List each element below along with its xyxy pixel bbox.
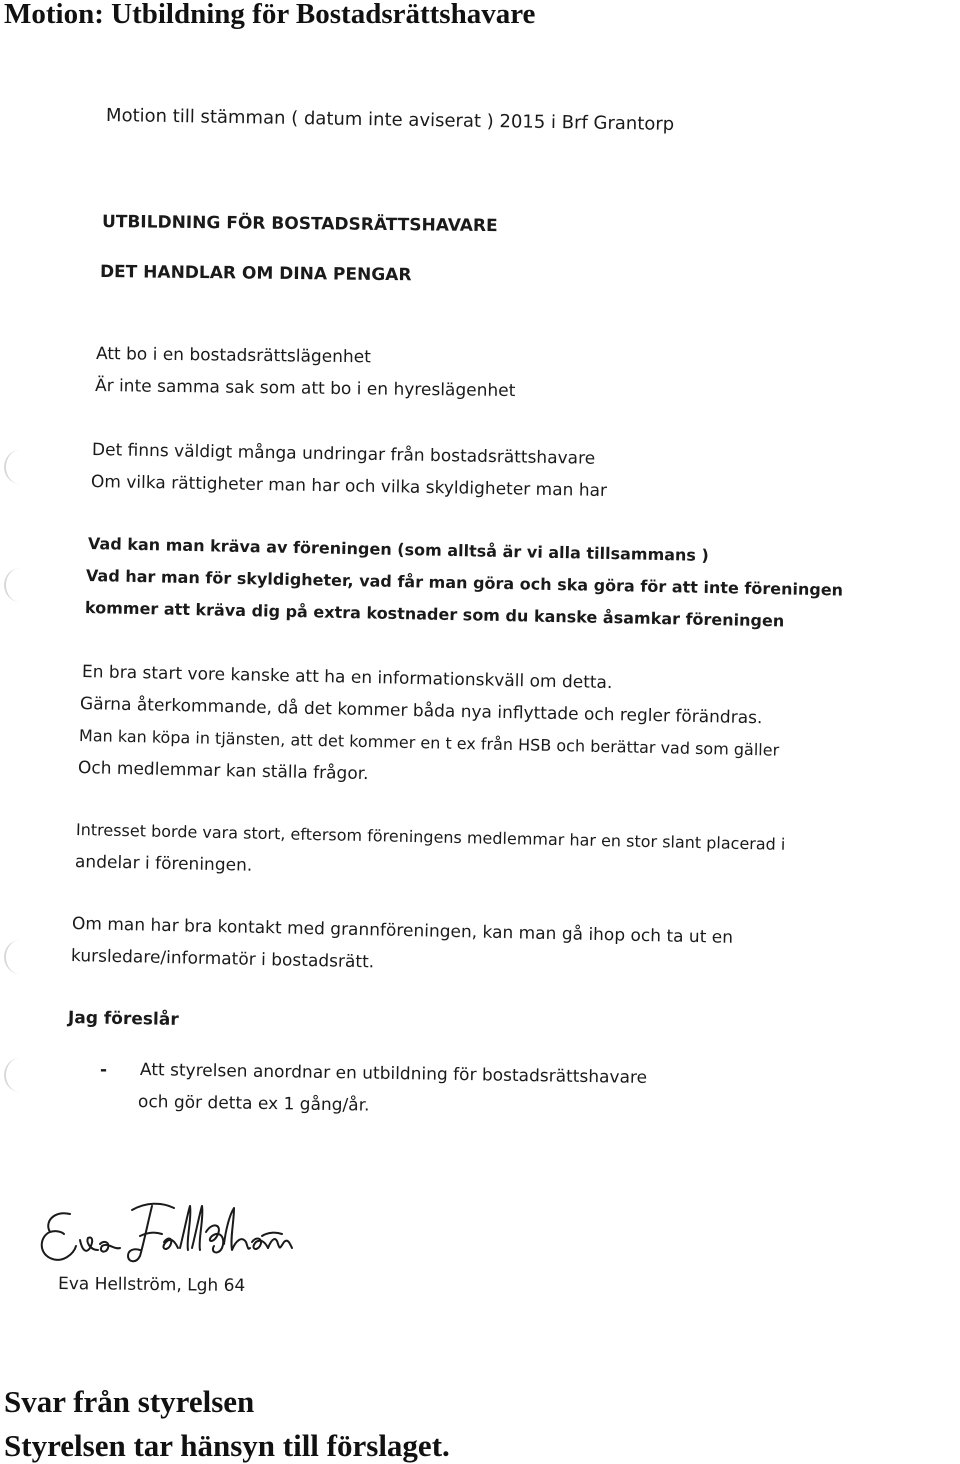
paragraph-line: kursledare/informatör i bostadsrätt. xyxy=(70,946,375,973)
paragraph-line: En bra start vore kanske att ha en informationskväll om detta. xyxy=(81,662,613,694)
paragraph-line: Om man har bra kontakt med grannföreningen, kan man gå ihop och ta ut en xyxy=(71,914,734,948)
paragraph-line: Om vilka rättigheter man har och vilka skyldigheter man har xyxy=(90,472,608,502)
bullet-dash: - xyxy=(100,1060,108,1080)
motion-header: Motion till stämman ( datum inte aviserat ) 2015 i Brf Grantorp xyxy=(105,105,675,135)
paragraph-line: Vad kan man kräva av föreningen (som alltså är vi alla tillsammans ) xyxy=(87,534,709,565)
paragraph-line: Vad har man för skyldigheter, vad får man göra och ska göra för att inte föreningen xyxy=(85,566,844,600)
paragraph-line: Och medlemmar kan ställa frågor. xyxy=(77,758,369,785)
paragraph-line: Det finns väldigt många undringar från bostadsrättshavare xyxy=(91,440,596,469)
punch-hole-mark xyxy=(4,1058,36,1092)
punch-hole-mark xyxy=(4,450,36,484)
paragraph-line: andelar i föreningen. xyxy=(74,852,253,876)
page-title: Motion: Utbildning för Bostadsrättshavare xyxy=(4,0,536,30)
scanned-motion-document xyxy=(0,48,960,1378)
proposal-line: Att styrelsen anordnar en utbildning för bostadsrättshavare xyxy=(139,1060,648,1088)
paragraph-line: Man kan köpa in tjänsten, att det kommer en t ex från HSB och berättar vad som gäller xyxy=(78,726,780,760)
paragraph-line: Att bo i en bostadsrättslägenhet xyxy=(95,344,371,368)
punch-hole-mark xyxy=(4,940,36,974)
reply-heading: Svar från styrelsen xyxy=(4,1384,255,1419)
paragraph-line: Gärna återkommande, då det kommer båda nya inflyttade och regler förändras. xyxy=(79,694,763,729)
paragraph-line: kommer att kräva dig på extra kostnader som du kanske åsamkar föreningen xyxy=(84,598,785,631)
punch-hole-mark xyxy=(4,568,36,602)
handwritten-signature xyxy=(36,1192,296,1276)
document-subheading: DET HANDLAR OM DINA PENGAR xyxy=(99,262,412,286)
reply-text: Styrelsen tar hänsyn till förslaget. xyxy=(4,1428,450,1463)
signature-name: Eva Hellström, Lgh 64 xyxy=(57,1274,246,1296)
document-heading: UTBILDNING FÖR BOSTADSRÄTTSHAVARE xyxy=(101,212,498,237)
paragraph-line: Intresset borde vara stort, eftersom föreningens medlemmar har en stor slant placerad i xyxy=(75,820,786,854)
proposal-line: och gör detta ex 1 gång/år. xyxy=(137,1092,370,1116)
proposal-heading: Jag föreslår xyxy=(67,1008,179,1030)
paragraph-line: Är inte samma sak som att bo i en hyreslägenhet xyxy=(94,376,516,402)
